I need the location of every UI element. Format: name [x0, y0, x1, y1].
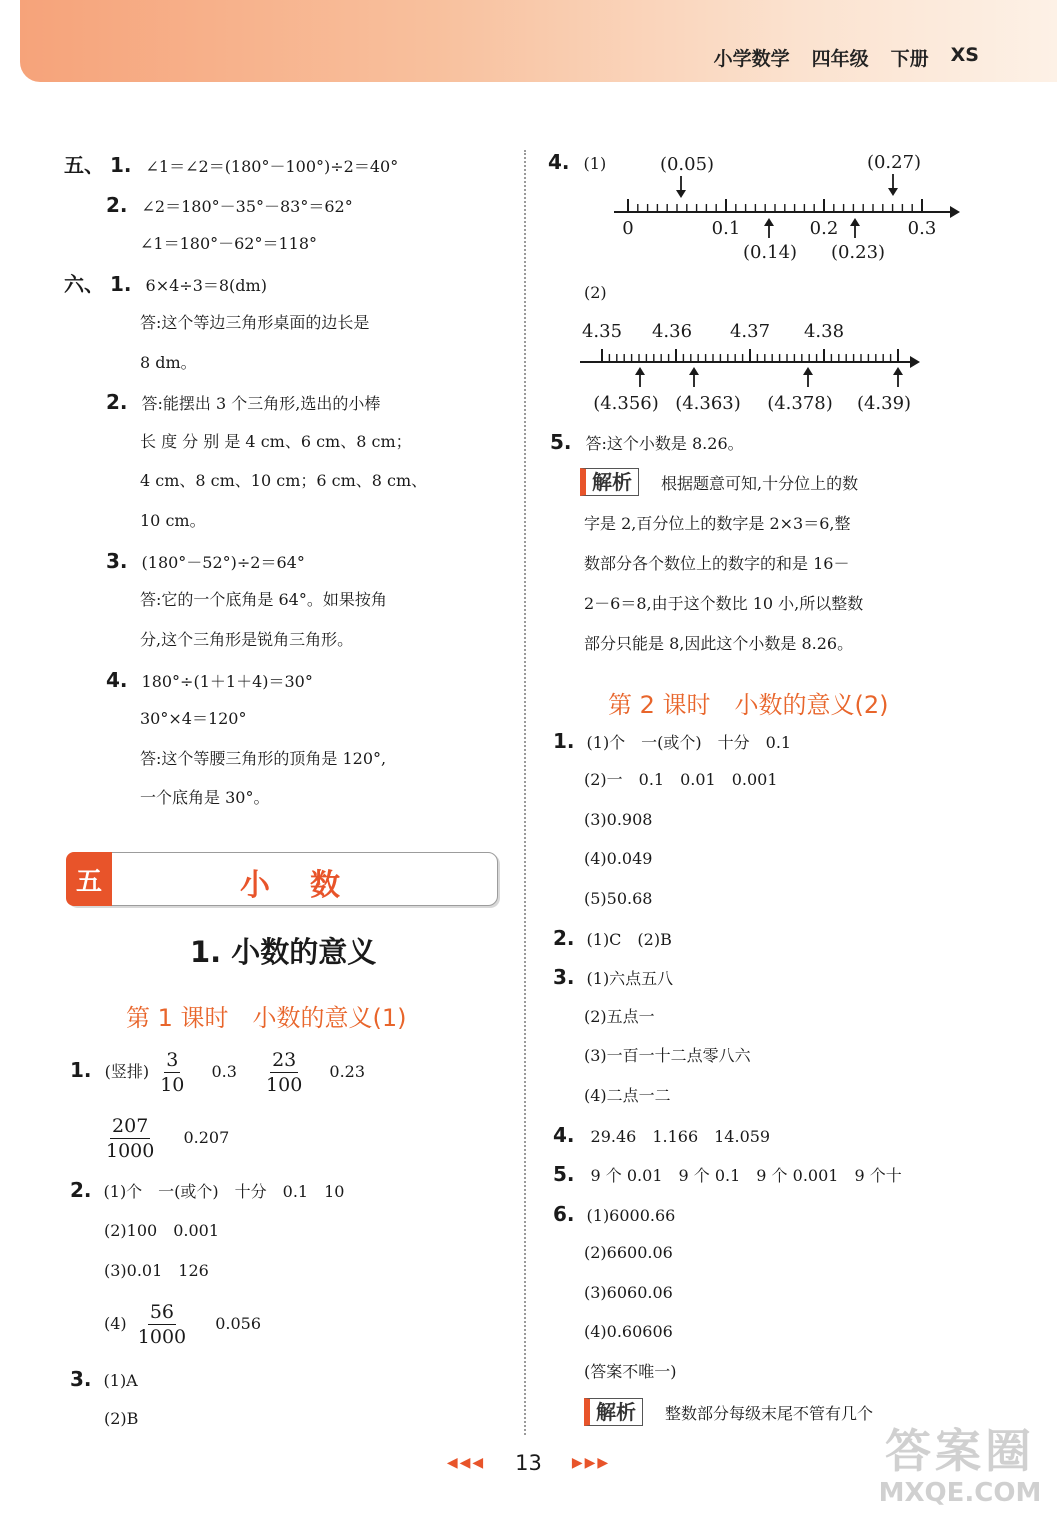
analysis-line: 2－6＝8,由于这个数比 10 小,所以整数 — [584, 594, 864, 613]
answer-text: (竖排) — [104, 1062, 150, 1081]
answer-line: 6×4÷3＝8(dm) — [145, 276, 267, 295]
answer-line: (1)C (2)B — [586, 930, 672, 949]
fraction: $\frac{56}{1000}$ — [137, 1301, 187, 1348]
answer-line: (2)100 0.001 — [104, 1221, 220, 1240]
marker-label: (0.27) — [866, 152, 922, 173]
answer-line: (3)0.908 — [584, 810, 653, 829]
answer-line: 180°÷(1＋1＋4)＝30° — [141, 672, 313, 691]
analysis-line: 根据题意可知,十分位上的数 — [661, 474, 859, 493]
answer-line: 答:这个等腰三角形的顶角是 120°, — [140, 749, 387, 768]
unit-number: 五 — [66, 852, 112, 906]
answer-line: 30°×4＝120° — [140, 709, 247, 728]
question-number: 5. — [553, 1162, 575, 1186]
unit-title: 小数 — [240, 868, 380, 903]
tick-label: 4.38 — [803, 321, 845, 342]
page-number: 13 — [515, 1451, 542, 1475]
analysis-label: 解析 — [580, 468, 639, 496]
analysis-label: 解析 — [584, 1398, 643, 1426]
answer-line: (3)0.01 126 — [104, 1261, 209, 1280]
answer-line: 一个底角是 30°。 — [140, 788, 270, 807]
answer-line: (1)A — [103, 1371, 138, 1390]
answer-line: 答:能摆出 3 个三角形,选出的小棒 — [141, 394, 381, 413]
answer-line: (4)二点一二 — [584, 1086, 671, 1105]
answer-line: (5)50.68 — [584, 889, 653, 908]
analysis-line: 数部分各个数位上的数字的和是 16－ — [584, 554, 850, 573]
answer-text: 0.056 — [215, 1314, 262, 1333]
answer-line: (1)个 一(或个) 十分 0.1 — [586, 733, 792, 752]
answer-text: 0.23 — [329, 1062, 366, 1081]
answer-line: (1)6000.66 — [586, 1206, 676, 1225]
question-number: 1. — [110, 153, 132, 177]
question-number: 2. — [553, 926, 575, 950]
answer-line: (180°－52°)÷2＝64° — [141, 553, 305, 572]
part-label: (2) — [584, 283, 607, 302]
answer-line: (2)五点一 — [584, 1007, 655, 1026]
answer-line: (2)B — [104, 1409, 139, 1428]
answer-line: (1)个 一(或个) 十分 0.1 10 — [103, 1182, 345, 1201]
answer-line: 长 度 分 别 是 4 cm、6 cm、8 cm； — [140, 432, 412, 451]
answer-line: (答案不唯一) — [584, 1362, 677, 1381]
question-number: 1. — [553, 729, 575, 753]
tick-label: 0.3 — [907, 218, 937, 239]
answer-line: (4)0.60606 — [584, 1322, 673, 1341]
next-arrows-icon: ▶▶▶ — [571, 1455, 611, 1471]
question-number: 1. — [110, 272, 132, 296]
marker-label: (0.23) — [830, 242, 886, 263]
question-number: 3. — [553, 965, 575, 989]
question-number: 2. — [106, 390, 128, 414]
question-number: 4. — [553, 1123, 575, 1147]
fraction: $\frac{23}{100}$ — [266, 1049, 303, 1096]
answer-line: (3)6060.06 — [584, 1283, 673, 1302]
answer-line: 10 cm。 — [140, 511, 206, 530]
tick-label: 0.1 — [711, 218, 741, 239]
answer-line: (2)一 0.1 0.01 0.001 — [584, 770, 778, 789]
analysis-line: 字是 2,百分位上的数字是 2×3＝6,整 — [584, 514, 851, 533]
question-number: 2. — [106, 193, 128, 217]
question-number: 1. — [70, 1058, 92, 1082]
fraction: $\frac{207}{1000}$ — [106, 1115, 155, 1162]
answer-text: (4) — [104, 1314, 127, 1333]
answer-line: ∠1＝180°－62°＝118° — [140, 234, 318, 253]
answer-line: 8 dm。 — [140, 353, 197, 372]
question-number: 4. — [106, 668, 128, 692]
tick-label: 0.2 — [809, 218, 839, 239]
answer-text: 0.3 — [211, 1062, 237, 1081]
marker-label: (0.14) — [742, 242, 798, 263]
analysis-line: 部分只能是 8,因此这个小数是 8.26。 — [584, 634, 854, 653]
question-number: 3. — [70, 1367, 92, 1391]
section-label: 六、 — [64, 272, 104, 296]
column-divider — [524, 150, 526, 1435]
lesson-title: 第 1 课时 小数的意义(1) — [126, 1004, 407, 1032]
section-label: 五、 — [64, 153, 104, 177]
answer-line: (1)六点五八 — [586, 969, 674, 988]
answer-line: 9 个 0.01 9 个 0.1 9 个 0.001 9 个十 — [590, 1166, 902, 1185]
number-line-1 — [600, 150, 970, 270]
fraction: $\frac{3}{10}$ — [160, 1049, 185, 1096]
marker-label: (4.39) — [856, 393, 912, 414]
question-number: 5. — [550, 430, 572, 454]
lesson-title: 第 2 课时 小数的意义(2) — [608, 691, 889, 719]
marker-label: (0.05) — [659, 154, 715, 175]
prev-arrows-icon: ◀◀◀ — [446, 1455, 486, 1471]
answer-line: 答:它的一个底角是 64°。如果按角 — [140, 590, 387, 609]
grade: 四年级 — [811, 48, 869, 70]
edition: XS — [950, 44, 979, 66]
answer-line: (3)一百一十二点零八六 — [584, 1046, 751, 1065]
watermark-logo: 答案圈 MXQE.COM — [878, 1424, 1042, 1508]
answer-line: (4)0.049 — [584, 849, 653, 868]
answer-line: 答:这个小数是 8.26。 — [585, 434, 744, 453]
answer-text: 0.207 — [183, 1128, 230, 1147]
subject: 小学数学 — [713, 48, 790, 70]
answer-line: 分,这个三角形是锐角三角形。 — [140, 630, 354, 649]
number-line-2 — [570, 315, 935, 425]
volume: 下册 — [890, 48, 929, 70]
analysis-line: 整数部分每级末尾不管有几个 — [665, 1404, 874, 1423]
part-label: (1) — [583, 154, 607, 173]
book-info — [714, 44, 979, 74]
tick-label: 4.35 — [581, 321, 623, 342]
question-number: 6. — [553, 1202, 575, 1226]
tick-label: 4.36 — [651, 321, 693, 342]
tick-label: 4.37 — [729, 321, 771, 342]
question-number: 3. — [106, 549, 128, 573]
answer-line: (2)6600.06 — [584, 1243, 673, 1262]
question-number: 4. — [548, 150, 570, 174]
answer-line: 答:这个等边三角形桌面的边长是 — [140, 313, 370, 332]
answer-line: 4 cm、8 cm、10 cm；6 cm、8 cm、 — [140, 471, 428, 490]
answer-line: 29.46 1.166 14.059 — [590, 1127, 771, 1146]
marker-label: (4.356) — [593, 393, 659, 414]
marker-label: (4.378) — [767, 393, 833, 414]
question-number: 2. — [70, 1178, 92, 1202]
tick-label: 0 — [622, 218, 634, 239]
answer-line: ∠1＝∠2＝(180°－100°)÷2＝40° — [145, 157, 399, 176]
answer-line: ∠2＝180°－35°－83°＝62° — [141, 197, 353, 216]
chapter-title: 1. 小数的意义 — [190, 935, 377, 969]
marker-label: (4.363) — [675, 393, 741, 414]
